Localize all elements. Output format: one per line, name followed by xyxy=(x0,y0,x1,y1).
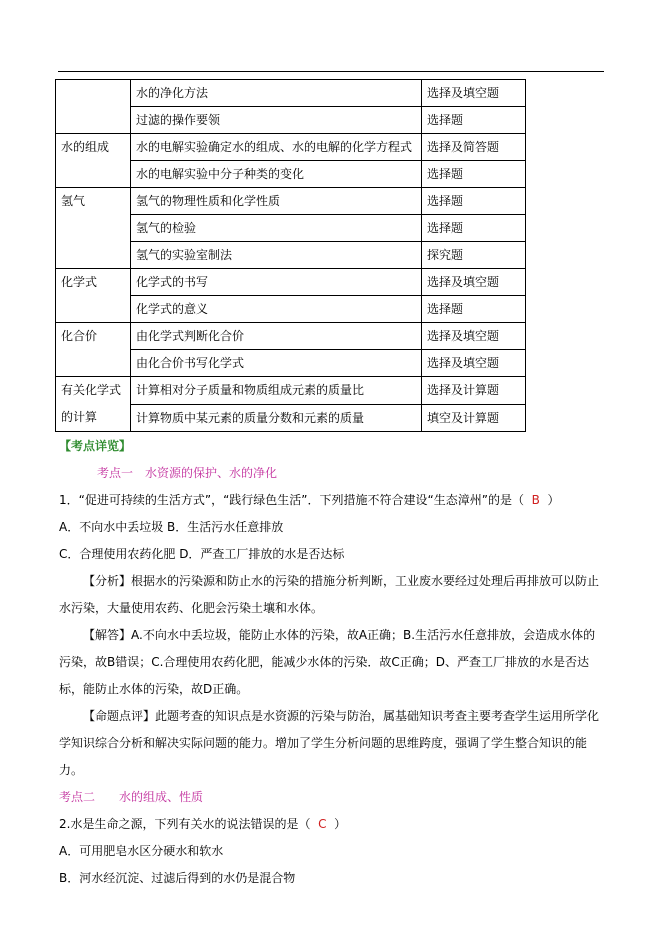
question-2-text: 2.水是生命之源，下列有关水的说法错误的是（ xyxy=(59,817,311,831)
question-2-answer: C xyxy=(318,817,327,831)
table-cell-category: 有关化学式的计算 xyxy=(56,377,131,432)
table-cell-category: 化学式 xyxy=(56,269,131,323)
table-cell-desc: 水的电解实验确定水的组成、水的电解的化学方程式 xyxy=(131,134,422,161)
comment-label: 【命题点评】 xyxy=(83,709,156,723)
solution-paragraph xyxy=(59,622,607,703)
table-cell-type: 选择题 xyxy=(422,161,526,188)
table-cell-category: 水的组成 xyxy=(56,134,131,188)
question-1-answer: B xyxy=(531,493,540,507)
table-cell-type: 选择题 xyxy=(422,107,526,134)
section-heading: 【考点详览】 xyxy=(59,439,132,453)
table-cell-desc: 氢气的物理性质和化学性质 xyxy=(131,188,422,215)
table-cell-desc: 水的净化方法 xyxy=(131,80,422,107)
question-1-options-ab: A．不向水中丢垃圾 B．生活污水任意排放 xyxy=(59,520,284,534)
question-2-close: ） xyxy=(334,817,347,831)
analysis-label: 【分析】 xyxy=(83,574,132,588)
question-1 xyxy=(59,487,607,514)
table-row xyxy=(56,377,526,405)
exam-points-table xyxy=(55,79,526,432)
analysis-text: 根据水的污染源和防止水的污染的措施分析判断，工业废水要经过处理后再排放可以防止水污染，大量使用农药、化肥会污染土壤和水体。 xyxy=(59,574,600,615)
table-cell-desc: 计算物质中某元素的质量分数和元素的质量 xyxy=(131,404,422,432)
table-cell-category xyxy=(56,80,131,134)
header-rule xyxy=(58,71,604,72)
question-2-option-a: A．可用肥皂水区分硬水和软水 xyxy=(59,844,224,858)
table-cell-type: 探究题 xyxy=(422,242,526,269)
table-cell-desc: 过滤的操作要领 xyxy=(131,107,422,134)
table-cell-type: 选择及填空题 xyxy=(422,323,526,350)
table-cell-category: 化合价 xyxy=(56,323,131,377)
table-cell-desc: 氢气的实验室制法 xyxy=(131,242,422,269)
table-cell-desc: 由化合价书写化学式 xyxy=(131,350,422,377)
solution-label: 【解答】 xyxy=(83,628,132,642)
table-cell-category: 氢气 xyxy=(56,188,131,269)
point2-title: 考点二 水的组成、性质 xyxy=(59,790,204,804)
solution-text: A.不向水中丢垃圾，能防止水体的污染，故A正确；B.生活污水任意排放，会造成水体的污染，故B错误；C.合理使用农药化肥，能减少水体的污染．故C正确；D、严查工厂排放的水是否达标，能防止水体的污染，故D正确。 xyxy=(59,628,596,696)
point1-title: 考点一 水资源的保护、水的净化 xyxy=(97,466,278,480)
question-1-options-cd: C．合理使用农药化肥 D．严查工厂排放的水是否达标 xyxy=(59,547,345,561)
comment-text: 此题考查的知识点是水资源的污染与防治，属基础知识考查主要考查学生运用所学化学知识综合分析和解决实际问题的能力。增加了学生分析问题的思维跨度，强调了学生整合知识的能力。 xyxy=(59,709,600,777)
question-1-text: 1．“促进可持续的生活方式”，“践行绿色生活”．下列措施不符合建设“生态漳州”的是（ xyxy=(59,493,524,507)
table-cell-desc: 水的电解实验中分子种类的变化 xyxy=(131,161,422,188)
content-body xyxy=(59,433,607,892)
table-cell-type: 选择及简答题 xyxy=(422,134,526,161)
table-cell-type: 填空及计算题 xyxy=(422,404,526,432)
table-cell-desc: 化学式的书写 xyxy=(131,269,422,296)
table-cell-type: 选择题 xyxy=(422,296,526,323)
question-2 xyxy=(59,811,607,838)
table-cell-desc: 由化学式判断化合价 xyxy=(131,323,422,350)
table-cell-type: 选择及计算题 xyxy=(422,377,526,405)
question-2-option-b: B．河水经沉淀、过滤后得到的水仍是混合物 xyxy=(59,871,296,885)
table-cell-desc: 计算相对分子质量和物质组成元素的质量比 xyxy=(131,377,422,405)
analysis-paragraph xyxy=(59,568,607,622)
table-cell-desc: 氢气的检验 xyxy=(131,215,422,242)
question-1-close: ） xyxy=(547,493,560,507)
table-cell-type: 选择题 xyxy=(422,215,526,242)
table-cell-type: 选择及填空题 xyxy=(422,80,526,107)
table-row xyxy=(56,80,526,107)
table-row xyxy=(56,188,526,215)
table-cell-type: 选择及填空题 xyxy=(422,269,526,296)
table-cell-type: 选择及填空题 xyxy=(422,350,526,377)
table-cell-desc: 化学式的意义 xyxy=(131,296,422,323)
table-cell-type: 选择题 xyxy=(422,188,526,215)
table-row xyxy=(56,269,526,296)
table-row xyxy=(56,323,526,350)
table-row xyxy=(56,134,526,161)
comment-paragraph xyxy=(59,703,607,784)
